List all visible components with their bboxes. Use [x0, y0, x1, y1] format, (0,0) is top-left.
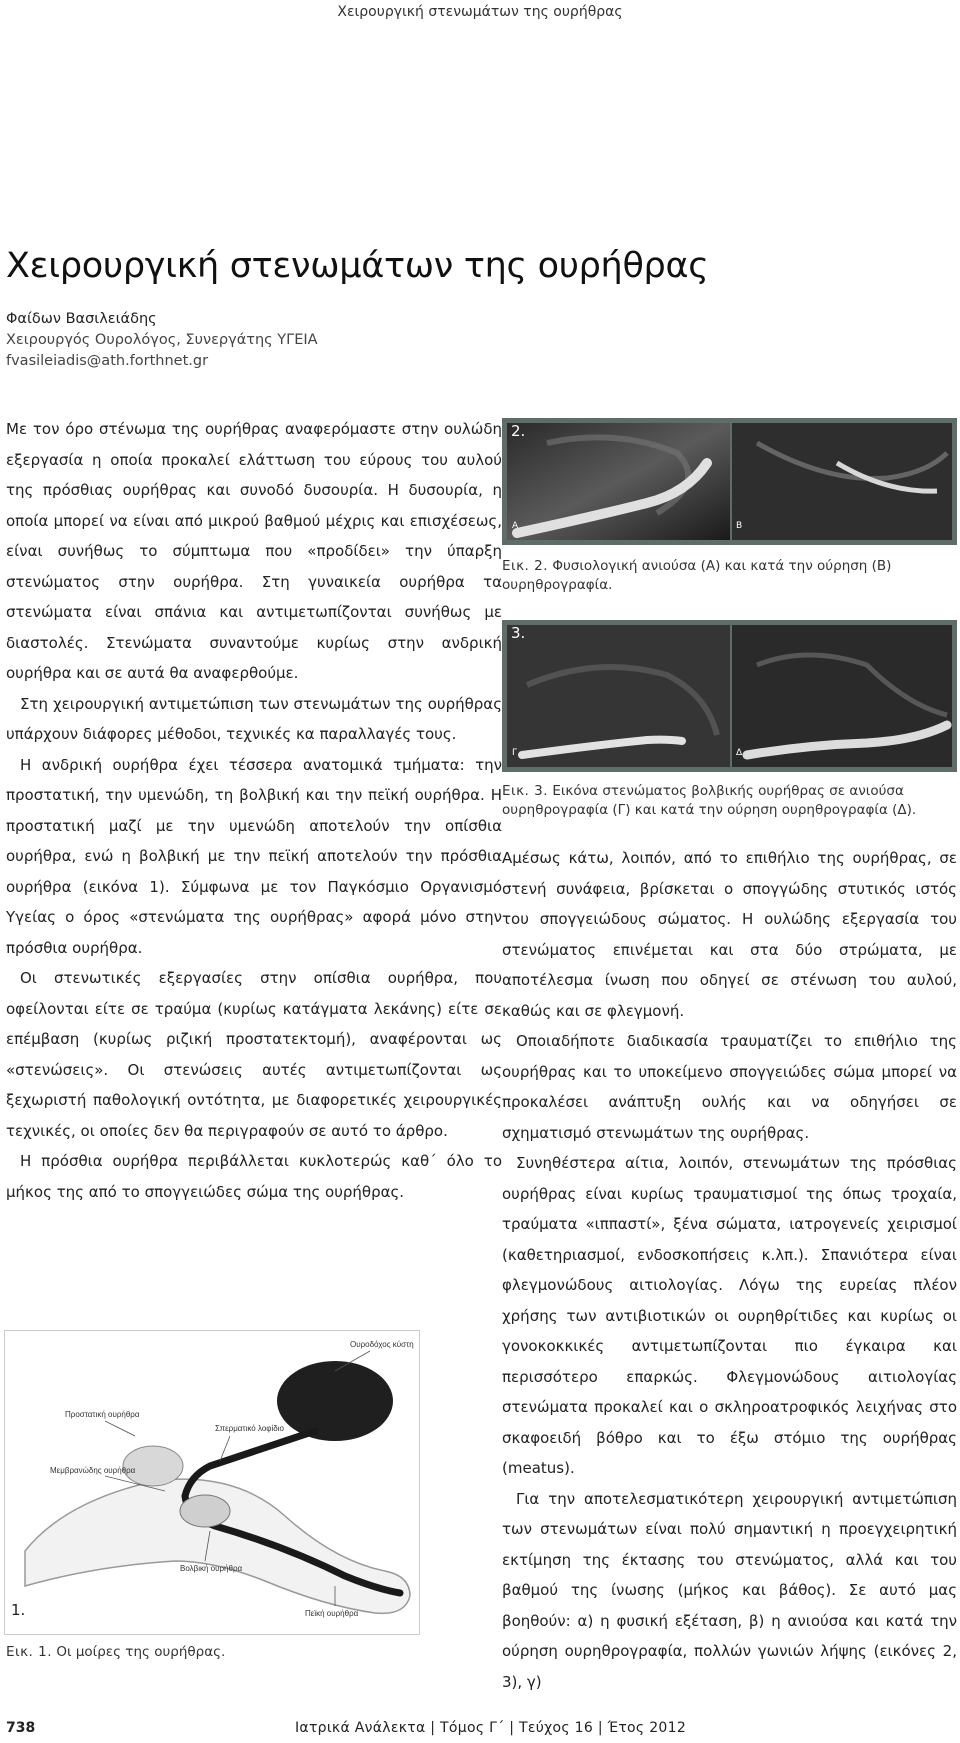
- caption-text: Οι μοίρες της ουρήθρας.: [56, 1644, 226, 1660]
- figure-3-caption: [502, 782, 957, 820]
- article-title: Χειρουργική στενωμάτων της ουρήθρας: [6, 246, 709, 286]
- caption-text: Φυσιολογική ανιούσα (Α) και κατά την ούρηση (Β) ουρηθρογραφία.: [502, 558, 892, 593]
- paragraph: Η πρόσθια ουρήθρα περιβάλλεται κυκλοτερώς καθ΄ όλο το μήκος της από το σπογγειώδες σώμα της ουρήθρας.: [6, 1152, 502, 1201]
- paragraph: Οι στενωτικές εξεργασίες στην οπίσθια ουρήθρα, που οφείλονται είτε σε τραύμα (κυρίως κατάγματα λεκάνης) είτε σε επέμβαση (κυρίως ριζική προστατεκτομή), αναφέρονται ως «στενώσεις». Οι στενώσεις αυτές αντιμετωπίζονται ως ξεχωριστή παθολογική οντότητα, με διαφορετικές χειρουργικές τεχνικές, οι οποίες δεν θα περιγραφούν σε αυτό το άρθρο.: [6, 969, 502, 1140]
- running-header: Χειρουργική στενωμάτων της ουρήθρας: [337, 4, 623, 20]
- page-number: 738: [6, 1720, 36, 1736]
- figure-1-diagram: [5, 1331, 419, 1634]
- paragraph: Συνηθέστερα αίτια, λοιπόν, στενωμάτων της πρόσθιας ουρήθρας είναι κυρίως τραυματισμοί της όπως τροχαία, τραύματα «ιππαστί», ξένα σώματα, ιατρογενείς χειρισμοί (καθετηριασμοί, ενδοσκοπήσεις κ.λπ.). Σπανιότερα είναι φλεγμονώδους αιτιολογίας. Λόγω της ευρείας πλέον χρήσης των αντιβιοτικών οι ουρηθρίτιδες και κυρίως οι γονοκοκκικές αντιμετωπίζονται πιο έγκαιρα και περισσότερο επαρκώς. Φλεγμονώδους αιτιολογίας στενώματα προκαλεί και ο σκληροατροφικός λειχήνας στο σκαφοειδή βόθρο και το έξω στόμιο της ουρήθρας (meatus).: [502, 1154, 957, 1477]
- figure-2-image: [507, 423, 952, 540]
- panel-label-b: Δ: [736, 748, 743, 758]
- figure-number: 1.: [11, 1601, 26, 1619]
- panel-label-a: A: [512, 521, 519, 531]
- figure-number: 3.: [511, 624, 526, 642]
- paragraph: Με τον όρο στένωμα της ουρήθρας αναφερόμαστε στην ουλώδη εξεργασία η οποία προκαλεί ελάττωση του εύρους του αυλού της πρόσθιας ουρήθρας και συνοδό δυσουρία. Η δυσουρία, η οποία μπορεί να είναι από μικρού βαθμού μέχρις και επισχέσεως, είναι συνήθως το σύμπτωμα που «προδίδει» την ύπαρξη στενώματος στην ουρήθρα. Στη γυναικεία ουρήθρα τα στενώματα είναι σπάνια και αντιμετωπίζονται συνήθως με διαστολές. Στενώματα συναντούμε κυρίως στην ανδρική ουρήθρα και σε αυτά θα αναφερθούμε.: [6, 420, 502, 682]
- figure-3: [502, 620, 957, 772]
- caption-text: Εικόνα στενώματος βολβικής ουρήθρας σε ανιούσα ουρηθρογραφία (Γ) και κατά την ούρηση ουρηθρογραφία (Δ).: [502, 783, 917, 818]
- panel-label-b: B: [736, 521, 743, 531]
- label-penile: Πεϊκή ουρήθρα: [305, 1609, 359, 1618]
- label-membranous: Μεμβρανώδης ουρήθρα: [50, 1466, 136, 1475]
- caption-label: Εικ. 2.: [502, 558, 549, 574]
- figure-1: [4, 1330, 420, 1635]
- paragraph: Για την αποτελεσματικότερη χειρουργική αντιμετώπιση των στενωμάτων είναι πολύ σημαντική η προεγχειρητική εκτίμηση της έκτασης του στενώματος, αλλά και του βαθμού της ίνωσης (μήκος και βάθος). Σε αυτό μας βοηθούν: α) η φυσική εξέταση, β) η ανιούσα και κατά την ούρηση ουρηθρογραφία, πολλών γωνιών λήψης (εικόνες 2, 3), γ): [502, 1489, 957, 1691]
- figure-number: 2.: [511, 422, 526, 440]
- author-name: Φαίδων Βασιλειάδης: [6, 311, 157, 327]
- caption-label: Εικ. 1.: [6, 1644, 53, 1660]
- paragraph: Στη χειρουργική αντιμετώπιση των στενωμάτων της ουρήθρας υπάρχουν διάφορες μέθοδοι, τεχνικές κα παραλλαγές τους.: [6, 694, 502, 743]
- figure-2-caption: [502, 557, 957, 595]
- paragraph: Η ανδρική ουρήθρα έχει τέσσερα ανατομικά τμήματα: την προστατική, την υμενώδη, τη βολβική και την πεϊκή ουρήθρα. Η προστατική μαζί με την υμενώδη αποτελούν την οπίσθια ουρήθρα, ενώ η βολβική με την πεϊκή αποτελούν την πρόσθια ουρήθρα (εικόνα 1). Σύμφωνα με τον Παγκόσμιο Οργανισμό Υγείας ο όρος «στενώματα της ουρήθρας» αφορά μόνο στην πρόσθια ουρήθρα.: [6, 755, 502, 957]
- left-column: [6, 414, 502, 1207]
- label-prostatic: Προστατική ουρήθρα: [65, 1410, 140, 1419]
- right-column: [502, 843, 957, 1697]
- label-verumontanum: Σπερματικό λοφίδιο: [215, 1424, 284, 1433]
- figure-3-image: [507, 625, 952, 767]
- label-bulbar: Βολβική ουρήθρα: [180, 1564, 243, 1573]
- paragraph: Οποιαδήποτε διαδικασία τραυματίζει το επιθήλιο της ουρήθρας και το υποκείμενο σπογγειώδες σώμα μπορεί να προκαλέσει ανάπτυξη ουλής και να οδηγήσει σε σχηματισμό στενωμάτων της ουρήθρας.: [502, 1032, 957, 1142]
- author-email[interactable]: fvasileiadis@ath.forthnet.gr: [6, 353, 209, 369]
- panel-label-a: Γ: [512, 748, 518, 758]
- author-block: [6, 309, 318, 372]
- figure-1-caption: [6, 1643, 426, 1662]
- journal-info: Ιατρικά Ανάλεκτα | Τόμος Γ΄ | Τεύχος 16 | Έτος 2012: [295, 1720, 687, 1736]
- figure-2: [502, 418, 957, 545]
- paragraph: Αμέσως κάτω, λοιπόν, από το επιθήλιο της ουρήθρας, σε στενή συνάφεια, βρίσκεται ο σπογγώδης στυτικός ιστός του σπογγειώδους σώματος. Η ουλώδης εξεργασία του στενώματος επινέμεται και στα δύο στρώματα, με αποτέλεσμα ίνωση που οδηγεί σε στένωση του αυλού, καθώς και σε φλεγμονή.: [502, 849, 957, 1020]
- author-affiliation: Χειρουργός Ουρολόγος, Συνεργάτης ΥΓΕΙΑ: [6, 332, 318, 348]
- label-bladder: Ουροδόχος κύστη: [350, 1340, 414, 1349]
- caption-label: Εικ. 3.: [502, 783, 549, 799]
